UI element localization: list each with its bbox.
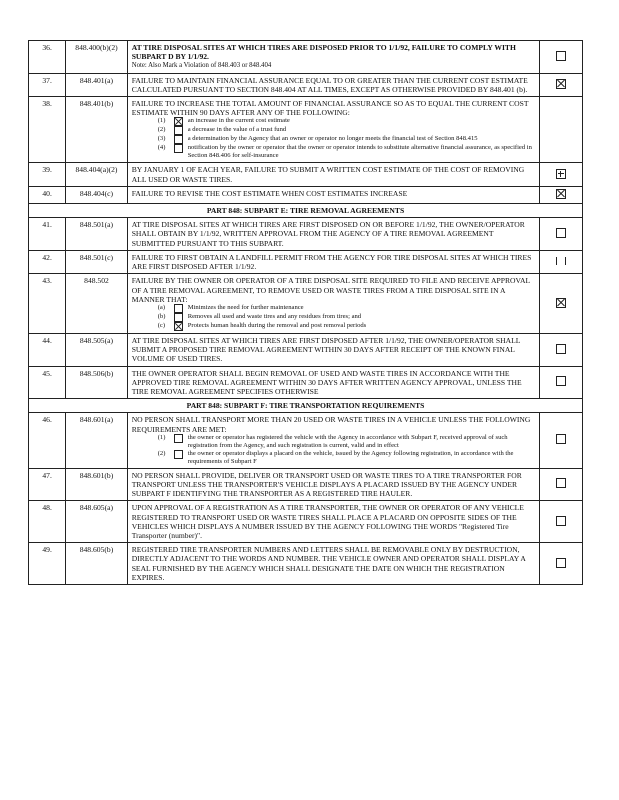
violation-checkbox[interactable] [556,516,566,526]
violation-box-cell [539,73,582,96]
violation-checkbox[interactable] [556,228,566,238]
checklist-row [29,366,583,399]
sub-item-label: (2) [157,449,166,457]
checklist-row [29,186,583,203]
violation-checkbox[interactable] [556,376,566,386]
requirement-statement: NO PERSON SHALL TRANSPORT MORE THAN 20 USED OR WASTE TIRES IN A VEHICLE UNLESS THE FOLLOWING REQUIREMENTS ARE MET: [131,415,531,434]
item-number: 48. [29,501,66,543]
checklist-row [29,250,583,273]
violation-box-cell [539,413,582,468]
violation-box-cell [539,186,582,203]
requirement-statement: FAILURE TO MAINTAIN FINANCIAL ASSURANCE EQUAL TO OR GREATER THAN THE CURRENT COST ESTIMATE CALCULATED PURSUANT TO SECTION 848.404 AT ALL TIMES, EXCEPT AS OTHERWISE PROVIDED BY 848.401 (b). [131,75,528,94]
violation-box-cell [539,41,582,74]
requirement-text [127,501,539,543]
section-header-row [29,204,583,218]
requirement-note: Note: Also Mark a Violation of 848.403 or 848.404 [131,62,272,70]
requirement-text [127,218,539,251]
violation-box-cell [539,333,582,366]
checklist-row [29,97,583,163]
violation-box-cell [539,218,582,251]
violation-checkbox[interactable] [556,478,566,488]
regulation-citation: 848.404(a)(2) [66,163,127,186]
regulation-citation: 848.506(b) [66,366,127,399]
item-number: 36. [29,41,66,74]
violation-box-cell [539,501,582,543]
sub-checkbox[interactable] [174,117,183,126]
requirement-statement: FAILURE BY THE OWNER OR OPERATOR OF A TIRE DISPOSAL SITE REQUIRED TO FILE AND RECEIVE APPROVAL OF A TIRE REMOVAL AGREEMENT, TO REMOVE USED OR WASTE TIRES FROM A TIRE DISPOSAL SITE IN A MANNER THAT: [131,276,530,304]
sub-item-box [174,434,188,450]
sub-item-box [174,322,188,331]
requirement-text [127,186,539,203]
requirement-text [127,250,539,273]
requirement-statement: REGISTERED TIRE TRANSPORTER NUMBERS AND LETTERS SHALL BE REMOVABLE ONLY BY DESTRUCTION, DIRECTLY ADJACENT TO THE WORDS AND NUMBER. THE VEHICLE OWNER AND OPERATOR SHALL DISPLAY A SEAL FURNISHED BY THE AGENCY WHICH SHALL DESIGNATE THE DATE ON WHICH THE REGISTRATION EXPIRES. [131,545,526,582]
sub-item [158,304,535,313]
item-number: 38. [29,97,66,163]
sub-item [158,434,535,450]
regulation-citation: 848.501(c) [66,250,127,273]
item-number: 37. [29,73,66,96]
regulation-citation: 848.601(b) [66,468,127,501]
sub-item-text: Minimizes the need for further maintenance [187,303,304,311]
item-number: 43. [29,274,66,334]
requirement-statement: BY JANUARY 1 OF EACH YEAR, FAILURE TO SUBMIT A WRITTEN COST ESTIMATE OF THE COST OF REMOVING ALL USED OR WASTE TIRES. [131,165,525,184]
item-number: 41. [29,218,66,251]
violation-checkbox[interactable] [556,51,566,61]
violation-checkbox[interactable] [556,189,566,199]
sub-item-text: a decrease in the value of a trust fund [187,126,287,134]
sub-item-box [174,304,188,313]
violation-checkbox[interactable] [556,434,566,444]
sub-item-label: (b) [157,312,166,320]
regulation-citation: 848.401(a) [66,73,127,96]
item-number: 44. [29,333,66,366]
violation-box-cell [539,543,582,585]
sub-item-text: notification by the owner or operator that the owner or operator intends to substitute alternative financial assurance, as specified in Section 848.406 for self-insurance [187,144,532,160]
violation-box-cell [539,163,582,186]
section-header: PART 848: SUBPART E: TIRE REMOVAL AGREEMENTS [29,204,583,218]
violation-box-cell [539,366,582,399]
violation-box-cell [539,97,582,163]
violation-box-cell [539,250,582,273]
regulation-citation: 848.501(a) [66,218,127,251]
violation-checklist-table [28,40,583,585]
requirement-text [127,468,539,501]
violation-checkbox[interactable] [556,298,566,308]
sub-checkbox[interactable] [174,434,183,443]
requirement-text [127,41,539,74]
requirement-statement: AT TIRE DISPOSAL SITES AT WHICH TIRES ARE FIRST DISPOSED AFTER 1/1/92, THE OWNER/OPERATOR SHALL SUBMIT A PROPOSED TIRE REMOVAL AGREEMENT WITHIN 30 DAYS AFTER RECEIPT OF THE KNOWN FINAL VOLUME OF USED TIRES. [131,335,521,364]
regulation-citation: 848.601(a) [66,413,127,468]
checklist-row [29,73,583,96]
item-number: 42. [29,250,66,273]
sub-item-label: (a) [157,303,166,311]
sub-item [158,313,535,322]
violation-box-cell [539,274,582,334]
sub-item-label: (3) [157,135,166,143]
sub-item-text: an increase in the current cost estimate [187,117,290,125]
regulation-citation: 848.404(c) [66,186,127,203]
sub-checkbox[interactable] [174,313,183,322]
requirement-text [127,333,539,366]
regulation-citation: 848.400(b)(2) [66,41,127,74]
requirement-statement: THE OWNER OPERATOR SHALL BEGIN REMOVAL OF USED AND WASTE TIRES IN ACCORDANCE WITH THE APPROVED TIRE REMOVAL AGREEMENT WITHIN 30 DAYS AFTER WRITTEN AGENCY APPROVAL, UNLESS THE TIRE REMOVAL AGREEMENT SPECIFIES OTHERWISE [131,368,522,396]
sub-item-label: (c) [157,321,166,329]
sub-item [158,126,535,135]
checklist-row [29,468,583,501]
regulation-citation: 848.502 [66,274,127,334]
section-header: PART 848: SUBPART F: TIRE TRANSPORTATION REQUIREMENTS [29,399,583,413]
item-number: 49. [29,543,66,585]
sub-checkbox[interactable] [174,135,183,144]
sub-item-box [174,313,188,322]
requirement-text [127,97,539,163]
sub-item-label: (4) [157,144,166,152]
sub-item-box [174,450,188,466]
sub-checkbox[interactable] [174,322,183,331]
violation-checkbox[interactable] [556,169,566,179]
sub-item-box [174,117,188,126]
item-number: 45. [29,366,66,399]
sub-item [158,144,535,160]
sub-item [158,322,535,331]
item-number: 46. [29,413,66,468]
sub-checkbox[interactable] [174,450,183,459]
sub-item [158,135,535,144]
requirement-text [127,163,539,186]
sub-item-text: the owner or operator has registered the vehicle with the Agency in accordance with Subpart F, received approval of such registration from the Agency, and such registration is current, valid and in effect [187,433,508,449]
sub-item-text: the owner or operator displays a placard on the vehicle, issued by the Agency following registration, in accordance with the requirements of Subpart F [187,449,514,465]
checklist-row [29,218,583,251]
requirement-text [127,73,539,96]
requirement-text [127,366,539,399]
item-number: 39. [29,163,66,186]
violation-checkbox[interactable] [556,344,566,354]
sub-item-text: Removes all used and waste tires and any residues from tires; and [187,312,362,320]
checklist-row [29,163,583,186]
regulation-citation: 848.401(b) [66,97,127,163]
requirement-statement: NO PERSON SHALL PROVIDE, DELIVER OR TRANSPORT USED OR WASTE TIRES TO A TIRE TRANSPORTER FOR TRANSPORT UNLESS THE TRANSPORTER'S VEHICLE DISPLAYS A PLACARD ISSUED BY THE AGENCY UNDER SUBPART F IDENTIFYING THE TRANSPORTER AS A REGISTERED TIRE HAULER. [131,470,522,499]
item-number: 40. [29,186,66,203]
regulation-citation: 848.605(b) [66,543,127,585]
sub-item-text: Protects human health during the removal and post removal periods [187,321,367,329]
requirement-text [127,274,539,334]
checklist-row [29,41,583,74]
requirement-statement: AT TIRE DISPOSAL SITES AT WHICH TIRES ARE FIRST DISPOSED ON OR BEFORE 1/1/92, THE OWNER/OPERATOR SHALL OBTAIN BY 1/1/92, WRITTEN APPROVAL FROM THE AGENCY OF A TIRE REMOVAL AGREEMENT SUBMITTED PURSUANT TO THIS SUBPART. [131,220,525,248]
checklist-row [29,274,583,334]
sub-item-label: (1) [157,433,166,441]
section-header-row [29,399,583,413]
violation-box-cell [539,468,582,501]
sub-item-label: (2) [157,126,166,134]
sub-item-box [174,135,188,144]
checklist-row [29,543,583,585]
violation-checkbox[interactable] [556,79,566,89]
checklist-row [29,333,583,366]
item-number: 47. [29,468,66,501]
checklist-row [29,501,583,543]
requirement-text [127,413,539,468]
sub-checkbox[interactable] [174,304,183,313]
sub-item-label: (1) [157,117,166,125]
requirement-statement: FAILURE TO REVISE THE COST ESTIMATE WHEN COST ESTIMATES INCREASE [131,188,408,198]
requirement-statement: AT TIRE DISPOSAL SITES AT WHICH TIRES ARE DISPOSED PRIOR TO 1/1/92, FAILURE TO COMPLY WITH SUBPART D BY 1/1/92. [131,43,516,62]
sub-item [158,117,535,126]
checklist-row [29,413,583,468]
sub-checkbox[interactable] [174,126,183,135]
requirement-statement: FAILURE TO FIRST OBTAIN A LANDFILL PERMIT FROM THE AGENCY FOR TIRE DISPOSAL SITES AT WHICH TIRES ARE FIRST DISPOSED AFTER 1/1/92. [131,252,532,272]
sub-item-box [174,126,188,135]
sub-item-text: a determination by the Agency that an owner or operator no longer meets the financial test of Section 848.415 [187,135,478,143]
requirement-statement: FAILURE TO INCREASE THE TOTAL AMOUNT OF FINANCIAL ASSURANCE SO AS TO EQUAL THE CURRENT COST ESTIMATE WITHIN 90 DAYS AFTER ANY OF THE FOLLOWING: [131,99,529,118]
requirement-text [127,543,539,585]
regulation-citation: 848.605(a) [66,501,127,543]
violation-checkbox[interactable] [556,257,566,265]
regulation-citation: 848.505(a) [66,333,127,366]
sub-item-box [174,144,188,160]
sub-item [158,450,535,466]
sub-checkbox[interactable] [174,144,183,153]
requirement-statement: UPON APPROVAL OF A REGISTRATION AS A TIRE TRANSPORTER, THE OWNER OR OPERATOR OF ANY VEHICLE REGISTERED TO TRANSPORT USED OR WASTE TIRES SHALL PLACE A PLACARD ON OPPOSITE SIDES OF THE VEHICLES WHICH DISPLAYS A NUMBER ISSUED BY THE AGENCY FOLLOWING THE WORDS "Registered Tire Transporter (number)". [131,503,524,540]
violation-checkbox[interactable] [556,558,566,568]
